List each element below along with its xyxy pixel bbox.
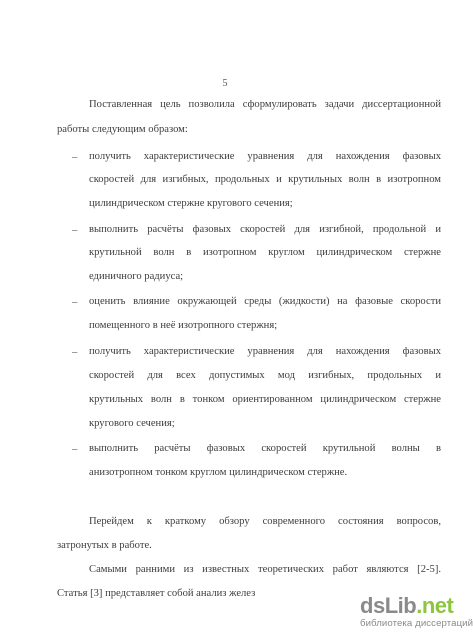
list-item-line: оценить влияние окружающей среды (жидкости) на фазовые скорости: [89, 296, 441, 307]
list-item-line: получить характеристические уравнения для нахождения фазовых: [89, 151, 441, 162]
list-item-line: выполнить расчёты фазовых скоростей крутильной волны в: [89, 443, 441, 454]
watermark-subtitle: библиотека диссертаций: [360, 618, 473, 629]
logo-dot-text: .: [416, 593, 422, 618]
list-bullet-dash: –: [72, 347, 78, 358]
list-item-line: выполнить расчёты фазовых скоростей для изгибной, продольной и: [89, 224, 441, 235]
list-item-line: единичного радиуса;: [89, 271, 184, 282]
paragraph-line: Самыми ранними из известных теоретических работ являются [2-5].: [89, 564, 441, 575]
paragraph-line: затронутых в работе.: [57, 540, 152, 551]
list-bullet-dash: –: [72, 225, 78, 236]
list-bullet-dash: –: [72, 152, 78, 163]
list-item-line: кругового сечения;: [89, 418, 175, 429]
list-item-line: крутильных волн в тонком ориентированном цилиндрическом стержне: [89, 394, 441, 405]
list-item-line: получить характеристические уравнения для нахождения фазовых: [89, 346, 441, 357]
logo-ds-text: ds: [360, 593, 385, 618]
list-item-line: анизотропном тонком круглом цилиндрическом стержне.: [89, 467, 348, 478]
list-item-line: крутильной волн в изотропном круглом цилиндрическом стержне: [89, 247, 441, 258]
list-item-line: скоростей для изгибных, продольных и крутильных волн в изотропном: [89, 174, 441, 185]
page-number: 5: [222, 78, 228, 89]
list-bullet-dash: –: [72, 297, 78, 308]
list-item-line: цилиндрическом стержне кругового сечения;: [89, 198, 293, 209]
logo-net-text: net: [421, 593, 454, 618]
list-item-line: скоростей для всех допустимых мод изгибных, продольных и: [89, 370, 441, 381]
list-bullet-dash: –: [72, 444, 78, 455]
list-item-line: помещенного в неё изотропного стержня;: [89, 320, 278, 331]
logo-lib-text: Lib: [384, 593, 417, 618]
dslib-watermark: [360, 593, 473, 630]
paragraph-line: Статья [3] представляет собой анализ желез: [57, 588, 256, 599]
dslib-logo: [360, 594, 453, 618]
paragraph-line: Перейдем к краткому обзору современного состояния вопросов,: [89, 516, 441, 527]
paragraph-line: Поставленная цель позволила сформулировать задачи диссертационной: [89, 99, 441, 110]
paragraph-line: работы следующим образом:: [57, 124, 188, 135]
